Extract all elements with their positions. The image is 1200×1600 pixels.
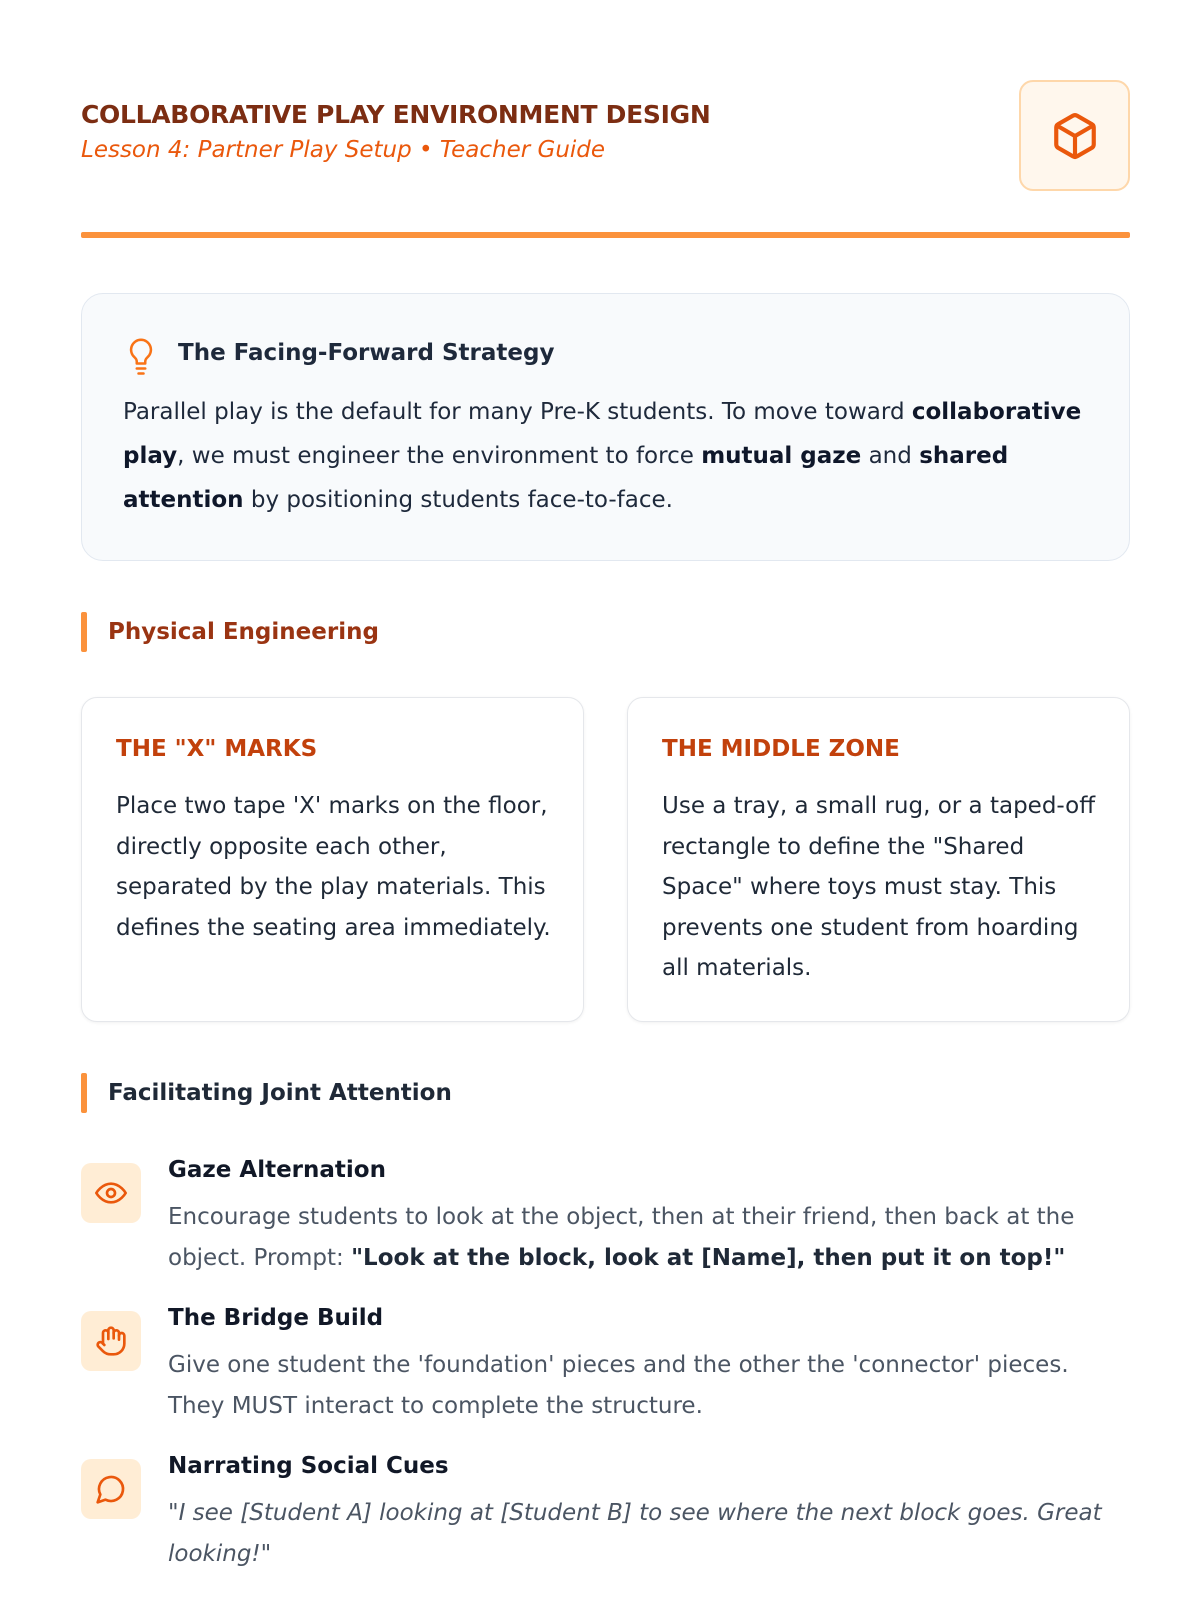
page-header	[81, 80, 1130, 192]
eye-icon-badge	[81, 1163, 141, 1223]
speech-bubble-icon	[95, 1473, 127, 1505]
callout-text: Parallel play is the default for many Pre-K students. To move toward	[123, 399, 912, 425]
page-title: COLLABORATIVE PLAY ENVIRONMENT DESIGN	[81, 100, 711, 129]
section-title: Physical Engineering	[108, 619, 379, 645]
callout-title: The Facing-Forward Strategy	[178, 340, 555, 366]
section-title: Facilitating Joint Attention	[108, 1080, 452, 1106]
item-title: The Bridge Build	[168, 1305, 384, 1331]
section-accent-bar	[81, 612, 87, 652]
cube-logo	[1019, 80, 1130, 191]
item-description: Give one student the 'foundation' pieces and the other the 'connector' pieces. They MUST interact to complete the structure.	[168, 1352, 1069, 1419]
item-prompt: "Look at the block, look at [Name], then put it on top!"	[351, 1244, 1066, 1271]
card-body: Place two tape 'X' marks on the floor, directly opposite each other, separated by the play materials. This defines the seating area immediately.	[116, 793, 551, 941]
card-title: THE MIDDLE ZONE	[662, 736, 900, 762]
callout-text: and	[861, 443, 920, 469]
card-title: THE "X" MARKS	[116, 736, 318, 762]
card-body: Use a tray, a small rug, or a taped-off rectangle to define the "Shared Space" where toys must stay. This prevents one student from hoarding all materials.	[662, 793, 1096, 981]
callout-body	[123, 390, 1083, 522]
item-title: Gaze Alternation	[168, 1157, 386, 1183]
callout-emphasis: shared attention	[123, 443, 1009, 513]
callout-text: , we must engineer the environment to force	[177, 443, 702, 469]
section-accent-bar	[81, 1073, 87, 1113]
hand-icon-badge	[81, 1311, 141, 1371]
callout-text: by positioning students face-to-face.	[243, 487, 673, 513]
strategy-callout	[81, 293, 1130, 561]
item-quote: "I see [Student A] looking at [Student B] to see where the next block goes. Great looking!"	[168, 1500, 1102, 1567]
item-description	[168, 1197, 1128, 1278]
page-subtitle: Lesson 4: Partner Play Setup • Teacher Guide	[81, 137, 606, 163]
item-text: Encourage students to look at the object, then at their friend, then back at the object. Prompt:	[168, 1204, 1075, 1271]
hand-icon	[95, 1325, 127, 1357]
callout-emphasis: collaborative play	[123, 399, 1082, 469]
callout-emphasis: mutual gaze	[701, 443, 862, 469]
lightbulb-icon	[126, 336, 156, 376]
x-marks-card	[81, 697, 584, 1022]
cube-icon	[1050, 111, 1100, 161]
middle-zone-card	[627, 697, 1130, 1022]
header-divider	[81, 232, 1130, 238]
lesson-page	[81, 0, 1130, 1600]
speech-bubble-icon-badge	[81, 1459, 141, 1519]
eye-icon	[95, 1177, 127, 1209]
item-title: Narrating Social Cues	[168, 1453, 449, 1479]
